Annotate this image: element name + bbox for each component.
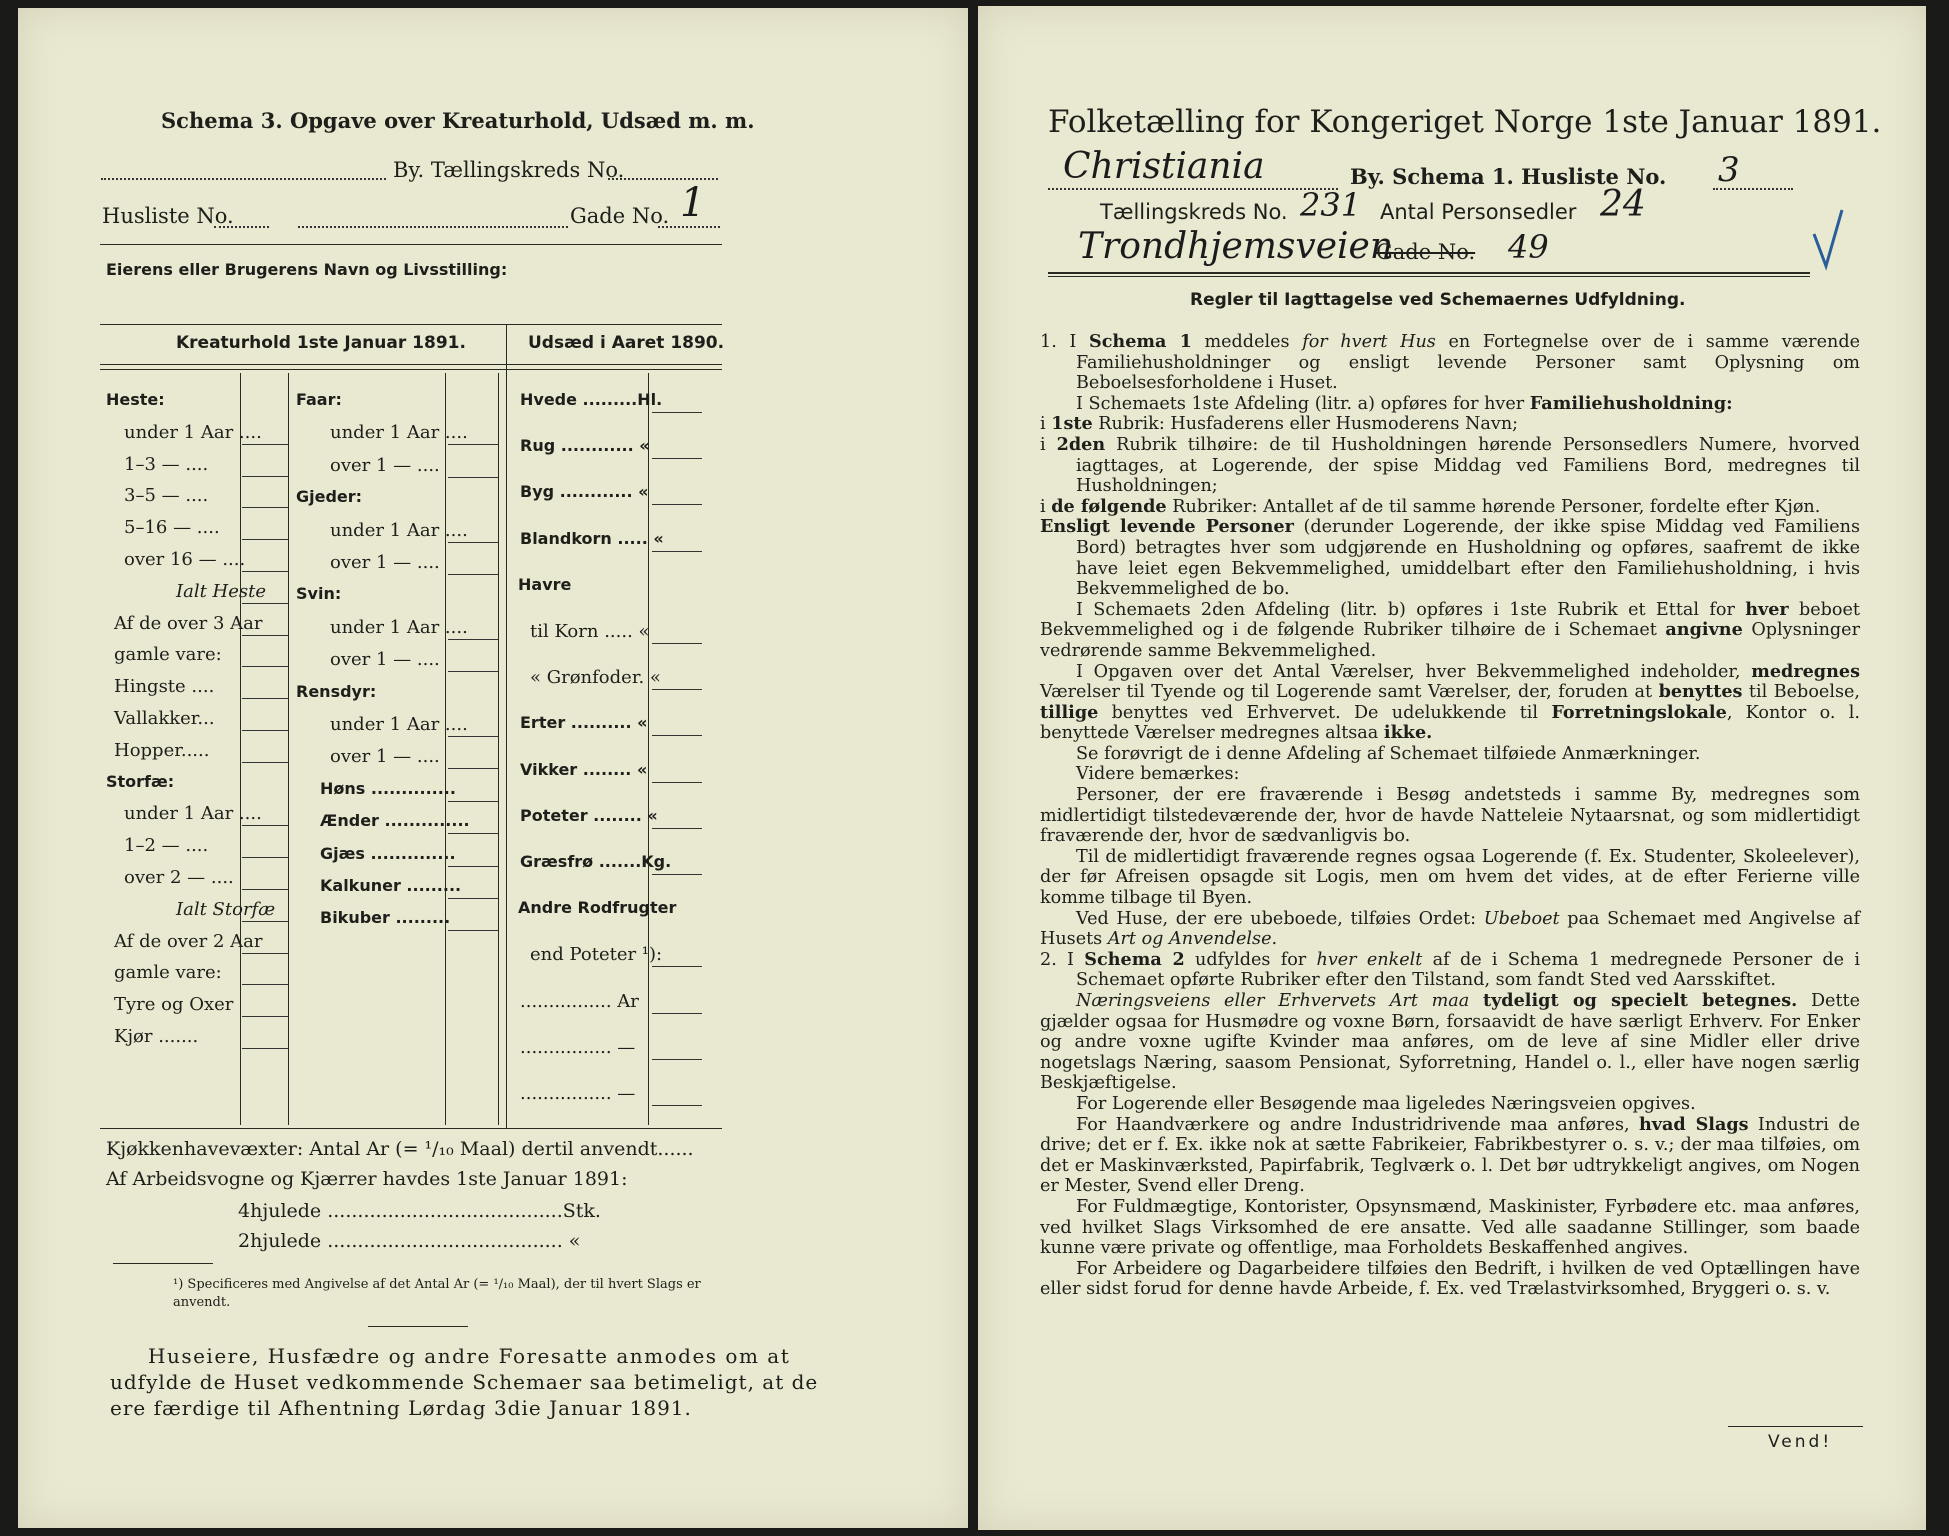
form-blank-line[interactable]	[242, 857, 288, 858]
closing-line-1: Huseiere, Husfædre og andre Foresatte anmodes om at	[148, 1344, 791, 1368]
rules-heading: Regler til Iagttagelse ved Schemaernes Udfyldning.	[1190, 290, 1686, 310]
form-blank-line[interactable]	[652, 1105, 702, 1106]
antal-label: Antal Personsedler	[1380, 200, 1577, 224]
form-row-label: Hopper.....	[114, 739, 210, 761]
form-row-label: Heste:	[106, 390, 165, 409]
schema3-heading: Schema 3. Opgave over Kreaturhold, Udsæd m. m.	[161, 108, 755, 133]
form-row-label: end Poteter ¹):	[530, 944, 663, 966]
owner-label: Eierens eller Brugerens Navn og Livsstilling:	[106, 260, 508, 279]
footnote: ¹) Specificeres med Angivelse af det Antal Ar (= ¹/₁₀ Maal), der til hvert Slags er anvendt.	[173, 1277, 701, 1310]
form-row-label: Rug ............ «	[520, 436, 650, 456]
fire-hjulede: 4hjulede .......................................Stk.	[238, 1200, 601, 1222]
form-row-label: over 1 — ....	[330, 552, 440, 573]
form-blank-line[interactable]	[242, 825, 288, 826]
left-page	[18, 8, 968, 1528]
form-blank-line[interactable]	[242, 666, 288, 667]
gade-handwritten: 49	[1508, 228, 1549, 266]
form-row-label: under 1 Aar ....	[330, 714, 468, 735]
form-blank-line[interactable]	[652, 412, 702, 413]
check-mark-icon	[1808, 206, 1848, 276]
form-row-label: 5–16 — ....	[124, 517, 220, 539]
form-row-label: over 2 — ....	[124, 867, 234, 888]
form-row-label: gamle vare:	[114, 644, 222, 666]
form-row-label: Kjør .......	[114, 1026, 199, 1047]
form-blank-line[interactable]	[242, 730, 288, 731]
form-row-label: under 1 Aar ....	[330, 616, 468, 638]
kjokkenhave-line: Kjøkkenhavevæxter: Antal Ar (= ¹/₁₀ Maal) dertil anvendt......	[106, 1138, 694, 1160]
city-handwritten: Christiania	[1063, 146, 1265, 187]
form-blank-line[interactable]	[652, 828, 702, 829]
form-blank-line[interactable]	[448, 639, 498, 640]
form-blank-line[interactable]	[652, 551, 702, 552]
form-blank-line[interactable]	[448, 736, 498, 737]
kreds-handwritten: 231	[1300, 186, 1362, 224]
form-blank-line[interactable]	[448, 801, 498, 802]
form-blank-line[interactable]	[242, 889, 288, 890]
form-blank-line[interactable]	[242, 635, 288, 636]
form-row-label: Faar:	[296, 390, 342, 409]
form-blank-line[interactable]	[448, 768, 498, 769]
form-row-label: Af de over 2 Aar	[114, 930, 263, 952]
form-blank-line[interactable]	[242, 507, 288, 508]
form-row-label: 3–5 — ....	[124, 485, 209, 507]
form-row-label: Ialt Storfæ	[176, 898, 276, 920]
form-row-label: Kalkuner .........	[320, 876, 462, 895]
form-blank-line[interactable]	[242, 571, 288, 572]
form-blank-line[interactable]	[652, 782, 702, 783]
form-row-label: Hingste ....	[114, 676, 215, 698]
form-row-label: under 1 Aar ....	[124, 803, 262, 825]
form-blank-line[interactable]	[448, 574, 498, 575]
form-row-label: Gjeder:	[296, 487, 363, 507]
form-row-label: Bikuber .........	[320, 908, 451, 928]
antal-handwritten: 24	[1600, 184, 1646, 225]
form-blank-line[interactable]	[448, 866, 498, 867]
form-blank-line[interactable]	[448, 898, 498, 899]
form-blank-line[interactable]	[652, 504, 702, 505]
form-blank-line[interactable]	[652, 458, 702, 459]
form-blank-line[interactable]	[242, 762, 288, 763]
form-row-label: « Grønfoder. «	[530, 667, 661, 689]
form-row-label: Andre Rodfrugter	[518, 898, 677, 918]
form-row-label: over 1 — ....	[330, 746, 440, 768]
form-row-label: Byg ............ «	[520, 482, 649, 502]
form-row-label: Ialt Heste	[176, 580, 267, 602]
form-blank-line[interactable]	[242, 444, 288, 445]
form-row-label: Blandkorn ..... «	[520, 528, 664, 548]
udsaed-header: Udsæd i Aaret 1890.	[528, 333, 725, 353]
kreatur-header: Kreaturhold 1ste Januar 1891.	[176, 333, 466, 353]
street-handwritten: Trondhjemsveien	[1078, 226, 1394, 267]
census-title: Folketælling for Kongeriget Norge 1ste Januar 1891.	[1048, 104, 1882, 140]
form-row-label: til Korn ..... «	[530, 621, 650, 642]
form-blank-line[interactable]	[652, 643, 702, 644]
to-hjulede: 2hjulede ....................................... «	[238, 1230, 581, 1252]
form-row-label: Tyre og Oxer	[114, 994, 234, 1016]
closing-line-3: ere færdige til Afhentning Lørdag 3die Januar 1891.	[110, 1396, 692, 1420]
gade-label: Gade No.	[570, 204, 670, 228]
form-row-label: under 1 Aar ....	[330, 519, 468, 541]
husliste-handwritten: 3	[1718, 150, 1740, 190]
gade-label: Gade No.	[1376, 240, 1476, 264]
form-row-label: Høns ..............	[320, 778, 456, 798]
husliste-label: Husliste No.	[102, 204, 234, 228]
form-blank-line[interactable]	[242, 603, 288, 604]
vend-note: Vend!	[1768, 1432, 1833, 1452]
form-blank-line[interactable]	[652, 689, 702, 690]
form-row-label: ................ Ar	[520, 990, 639, 1012]
form-row-label: Græsfrø .......Kg.	[520, 852, 672, 871]
form-row-label: Hvede .........Hl.	[520, 390, 663, 409]
form-row-label: Vikker ........ «	[520, 759, 648, 779]
form-blank-line[interactable]	[448, 833, 498, 834]
form-row-label: over 1 — ....	[330, 454, 440, 476]
rules-body: 1. I Schema 1 meddeles for hvert Hus en Fortegnelse over de i samme værende Familiehusholdninger og ensligt levende Personer samt Oplysning om Beboelsesforholdene i Huset. I Schemaets 1ste Afdeling (litr. a) opføres for hver Familiehusholdning: i 1ste Rubrik: Husfaderens eller Husmoderens Navn; i 2den Rubrik tilhøire: de til Husholdningen hørende Personsedlers Numere, hvorved iagttages, at Logerende, der spise Middag ved Familiens Bord, medregnes til Husholdningen; i de følgende Rubriker: Antallet af de til samme hørende Personer, fordelte efter Kjøn. Ensligt levende Personer (derunder Logerende, der ikke spise Middag ved Familiens Bord) betragtes hver som udgjørende en Husholdning og opføres, saafremt de ikke have leiet egen Bekvemmelighed, umiddelbart efter den Familiehusholdning, i hvis Bekvemmelighed de bo. I Schemaets 2den Afdeling (litr. b) opføres i 1ste Rubrik et Ettal for hver beboet Bekvemmelighed og i de følgende Rubriker tilhøire de i Schemaet angivne Oplysninger vedrørende samme Bekvemmelighed. I Opgaven over det Antal Værelser, hver Bekvemmelighed indeholder, medregnes Værelser til Tyende og til Logerende samt Værelser, der, foruden at benyttes til Beboelse, tillige benyttes ved Erhvervet. De udelukkende til Forretningslokale, Kontor o. l. benyttede Værelser medregnes altsaa ikke. Se forøvrigt de i denne Afdeling af Schemaet tilføiede Anmærkninger. Videre bemærkes: Personer, der ere fraværende i Besøg andetsteds i samme By, medregnes som midlertidigt tilstedeværende der, hvor de havde Natteleie Nytaarsnat, og som midlertidigt fraværende der, hvor de sædvanligvis bo. Til de midlertidigt fraværende regnes ogsaa Logerende (f. Ex. Studenter, Skoleelever), der før Afreisen opsagde sit Logis, men om hvem det vides, at de efter Ferierne ville komme tilbage til Byen. Ved Huse, der ere ubeboede, tilføies Ordet: Ubeboet paa Schemaet med Angivelse af Husets Art og Anvendelse. 2. I Schema 2 udfyldes for hver enkelt af de i Schema 1 medregnede Personer de i Schemaet opførte Rubriker efter den Tilstand, som fandt Sted ved Aarsskiftet. Næringsveiens eller Erhvervets Art maa tydeligt og specielt betegnes. Dette gjælder ogsaa for Husmødre og voxne Børn, forsaavidt de have særligt Erhverv. For Enker og andre voxne ugifte Kvinder maa anføres, om de leve af sine Midler eller drive nogetslags Næring, saasom Pensionat, Syforretning, Handel o. l., eller have nogen særlig Beskjæftigelse. For Logerende eller Besøgende maa ligeledes Næringsveien opgives. For Haandværkere og andre Industridrivende maa anføres, hvad Slags Industri de drive; det er f. Ex. ikke nok at sætte Fabrikeier, Fabrikbestyrer o. s. v.; der maa tilføies, om det er Maskinværksted, Papirfabrik, Teglværk o. l. Det bør udtrykkeligt angives, om Nogen er Mester, Svend eller Dreng. For Fuldmægtige, Kontorister, Opsynsmænd, Maskinister, Fyrbødere etc. maa anføres, ved hvilket Slags Virksomhed de ere ansatte. Ved alle saadanne Stillinger, som baade kunne være private og offentlige, maa Forholdets Beskaffenhed angives. For Arbeidere og Dagarbeidere tilføies den Bedrift, i hvilken de ved Optællingen have eller sidst forud for denne havde Arbeide, f. Ex. ved Trælastvirksomhed, Bryggeri o. s. v.	[1040, 331, 1861, 1300]
form-blank-line[interactable]	[448, 444, 498, 445]
form-blank-line[interactable]	[242, 921, 288, 922]
form-blank-line[interactable]	[242, 953, 288, 954]
form-row-label: 1–3 — ....	[124, 453, 209, 475]
form-row-label: Af de over 3 Aar	[114, 612, 263, 634]
form-row-label: Poteter ........ «	[520, 805, 658, 825]
form-row-label: ................ —	[520, 1083, 636, 1104]
form-row-label: Gjæs ..............	[320, 843, 456, 863]
form-row-label: Havre	[518, 574, 572, 594]
form-row-label: under 1 Aar ....	[330, 422, 468, 444]
closing-line-2: udfylde de Huset vedkommende Schemaer saa betimeligt, at de	[110, 1370, 819, 1394]
form-blank-line[interactable]	[652, 966, 702, 967]
form-row-label: Storfæ:	[106, 771, 175, 791]
form-blank-line[interactable]	[652, 1059, 702, 1060]
by-schema-husliste: By. Schema 1. Husliste No.	[1350, 164, 1667, 189]
form-row-label: Rensdyr:	[296, 681, 377, 701]
form-blank-line[interactable]	[242, 698, 288, 699]
form-row-label: over 16 — ....	[124, 549, 246, 570]
form-blank-line[interactable]	[448, 671, 498, 672]
form-blank-line[interactable]	[448, 930, 498, 931]
form-row-label: Erter .......... «	[520, 713, 648, 733]
right-page	[978, 6, 1926, 1530]
form-row-label: under 1 Aar ....	[124, 421, 262, 443]
form-row-label: Svin:	[296, 584, 342, 604]
arbeidsvogne-line: Af Arbeidsvogne og Kjærrer havdes 1ste Januar 1891:	[106, 1168, 628, 1190]
form-row-label: 1–2 — ....	[124, 835, 209, 857]
form-blank-line[interactable]	[652, 874, 702, 875]
form-blank-line[interactable]	[242, 539, 288, 540]
kreds-label: Tællingskreds No.	[1100, 200, 1288, 224]
form-row-label: ................ —	[520, 1036, 636, 1058]
form-blank-line[interactable]	[242, 984, 288, 985]
form-blank-line[interactable]	[242, 1048, 288, 1049]
tellingskreds-label: By. Tællingskreds No.	[393, 158, 625, 182]
form-blank-line[interactable]	[242, 1016, 288, 1017]
form-blank-line[interactable]	[652, 1013, 702, 1014]
form-blank-line[interactable]	[448, 477, 498, 478]
form-row-label: Ænder ..............	[320, 811, 470, 831]
form-blank-line[interactable]	[242, 476, 288, 477]
form-blank-line[interactable]	[652, 735, 702, 736]
form-row-label: over 1 — ....	[330, 649, 440, 671]
form-row-label: gamle vare:	[114, 962, 222, 984]
form-row-label: Vallakker...	[114, 708, 215, 729]
form-blank-line[interactable]	[448, 542, 498, 543]
gade-value-handwritten: 1	[680, 180, 706, 226]
